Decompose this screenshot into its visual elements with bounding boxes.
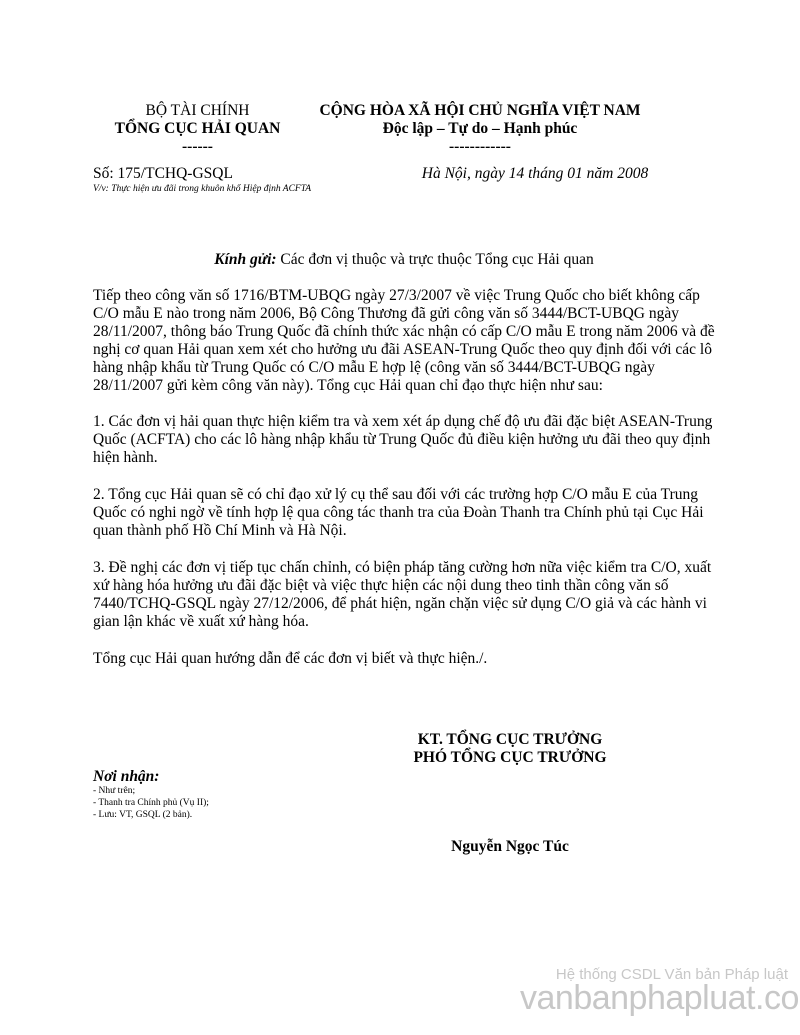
recipient-label: Kính gửi: — [214, 251, 277, 268]
intro-paragraph: Tiếp theo công văn số 1716/BTM-UBQG ngày 27/3/2007 về việc Trung Quốc cho biết không cấp C/O mẫu E nào trong năm 2006, Bộ Công Thương đã gửi công văn số 3444/BCT-UBQG ngày 28/11/2007, thông báo Trung Quốc đã chính thức xác nhận có cấp C/O mẫu E trong năm 2006 và đề nghị cơ quan Hải quan xem xét cho hưởng ưu đãi ASEAN-Trung Quốc theo quy định đối với các lô hàng nhập khẩu từ Trung Quốc có C/O mẫu E hợp lệ (công văn số 3444/BCT-UBQG ngày 28/11/2007 gửi kèm công văn này). Tổng cục Hải quan chỉ đạo thực hiện như sau: — [93, 287, 715, 394]
signature-title-1: KT. TỔNG CỤC TRƯỞNG — [417, 731, 603, 748]
item-3-paragraph: 3. Đề nghị các đơn vị tiếp tục chấn chỉnh, có biện pháp tăng cường hơn nữa việc kiểm tra C/O, xuất xứ hàng hóa hưởng ưu đãi đặc biệt và việc thực hiện các nội dung theo tinh thần công văn số 7440/TCHQ-GSQL ngày 27/12/2006, để phát hiện, ngăn chặn việc sử dụng C/O giả và các hành vi gian lận khác về xuất xứ hàng hóa. — [93, 559, 712, 630]
recipient-item: - Như trên; — [93, 786, 136, 796]
header-left-separator: ------ — [182, 138, 213, 155]
recipients-block — [93, 768, 209, 821]
ministry-name: BỘ TÀI CHÍNH — [145, 102, 250, 119]
recipients-title: Nơi nhận: — [93, 768, 160, 785]
item-1-paragraph: 1. Các đơn vị hải quan thực hiện kiểm tra và xem xét áp dụng chế độ ưu đãi đặc biệt ASEAN-Trung Quốc (ACFTA) cho các lô hàng nhập khẩu từ Trung Quốc đủ điều kiện hưởng ưu đãi theo quy định hiện hành. — [93, 413, 713, 466]
closing-paragraph: Tổng cục Hải quan hướng dẫn để các đơn vị biết và thực hiện./. — [93, 650, 488, 667]
document-number: Số: 175/TCHQ-GSQL — [93, 165, 233, 182]
recipient-item: - Lưu: VT, GSQL (2 bản). — [93, 810, 193, 820]
country-name: CỘNG HÒA XÃ HỘI CHỦ NGHĨA VIỆT NAM — [319, 102, 641, 119]
place-date: Hà Nội, ngày 14 tháng 01 năm 2008 — [421, 165, 649, 182]
watermark-line-1: Hệ thống CSDL Văn bản Pháp luật — [555, 966, 788, 983]
motto: Độc lập – Tự do – Hạnh phúc — [382, 120, 578, 137]
department-name: TỔNG CỤC HẢI QUAN — [114, 120, 281, 137]
watermark-line-2: vanbanphapluat.co — [520, 979, 799, 1017]
recipient-line — [93, 251, 715, 269]
recipient-text: Các đơn vị thuộc và trực thuộc Tổng cục Hải quan — [276, 251, 594, 268]
signature-title-2: PHÓ TỔNG CỤC TRƯỞNG — [413, 749, 607, 766]
document-subject: V/v: Thực hiện ưu đãi trong khuôn khổ Hiệp định ACFTA — [93, 184, 312, 194]
item-2-paragraph: 2. Tổng cục Hải quan sẽ có chỉ đạo xử lý cụ thể sau đối với các trường hợp C/O mẫu E của Trung Quốc có nghi ngờ về tính hợp lệ qua công tác thanh tra của Đoàn Thanh tra Chính phủ tại Cục Hải quan thành phố Hồ Chí Minh và Hà Nội. — [93, 486, 704, 539]
header-right — [305, 102, 655, 156]
signer-name: Nguyễn Ngọc Túc — [451, 838, 569, 855]
signature-block — [395, 731, 625, 767]
header-left — [95, 102, 300, 156]
header-right-separator: ------------ — [449, 138, 511, 155]
recipient-item: - Thanh tra Chính phủ (Vụ II); — [93, 798, 209, 808]
